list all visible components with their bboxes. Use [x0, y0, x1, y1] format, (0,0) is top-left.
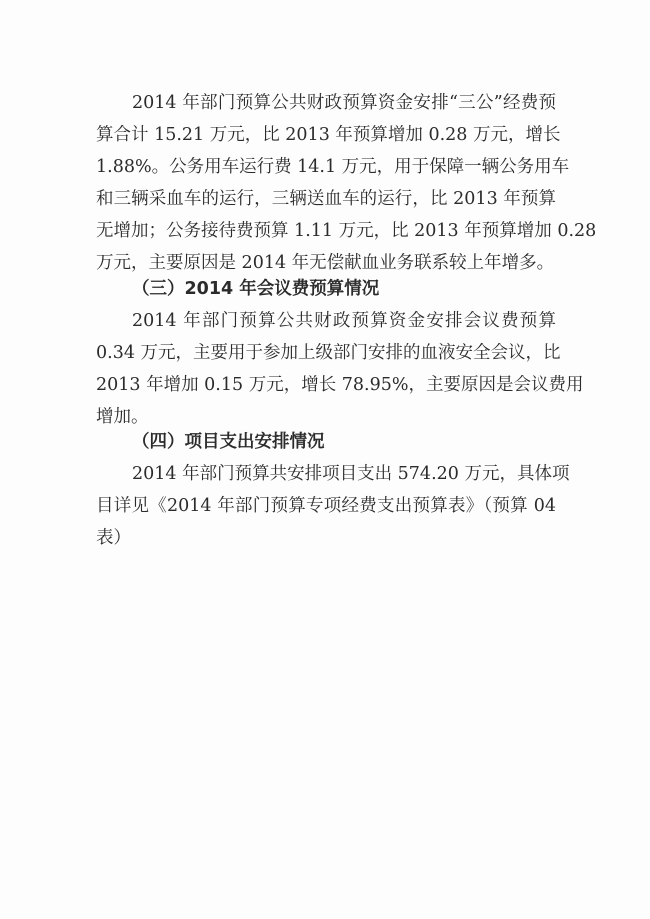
paragraph-line: 无增加；公务接待费预算 1.11 万元，比 2013 年预算增加 0.28: [96, 221, 597, 241]
section-heading-project-expenditure: （四）项目支出安排情况: [132, 432, 325, 452]
paragraph-line: 2014 年部门预算公共财政预算资金安排会议费预算: [132, 311, 556, 331]
paragraph-line: 万元，主要原因是 2014 年无偿献血业务联系较上年增多。: [96, 253, 555, 273]
paragraph-line: 增加。: [96, 407, 149, 427]
paragraph-line: 2014 年部门预算公共财政预算资金安排“三公”经费预: [132, 93, 556, 113]
paragraph-line: 表）: [96, 528, 131, 548]
paragraph-line: 0.34 万元，主要用于参加上级部门安排的血液安全会议，比: [96, 343, 561, 363]
paragraph-line: 目详见《2014 年部门预算专项经费支出预算表》（预算 04: [96, 496, 556, 516]
paragraph-line: 2013 年增加 0.15 万元，增长 78.95%，主要原因是会议费用: [96, 375, 584, 395]
paragraph-line: 和三辆采血车的运行，三辆送血车的运行，比 2013 年预算: [96, 189, 556, 209]
paragraph-line: 1.88%。公务用车运行费 14.1 万元，用于保障一辆公务用车: [96, 157, 570, 177]
section-heading-meeting-fees: （三）2014 年会议费预算情况: [132, 279, 380, 299]
paragraph-line: 2014 年部门预算共安排项目支出 574.20 万元，具体项: [132, 464, 570, 484]
paragraph-line: 算合计 15.21 万元，比 2013 年预算增加 0.28 万元，增长: [96, 125, 561, 145]
